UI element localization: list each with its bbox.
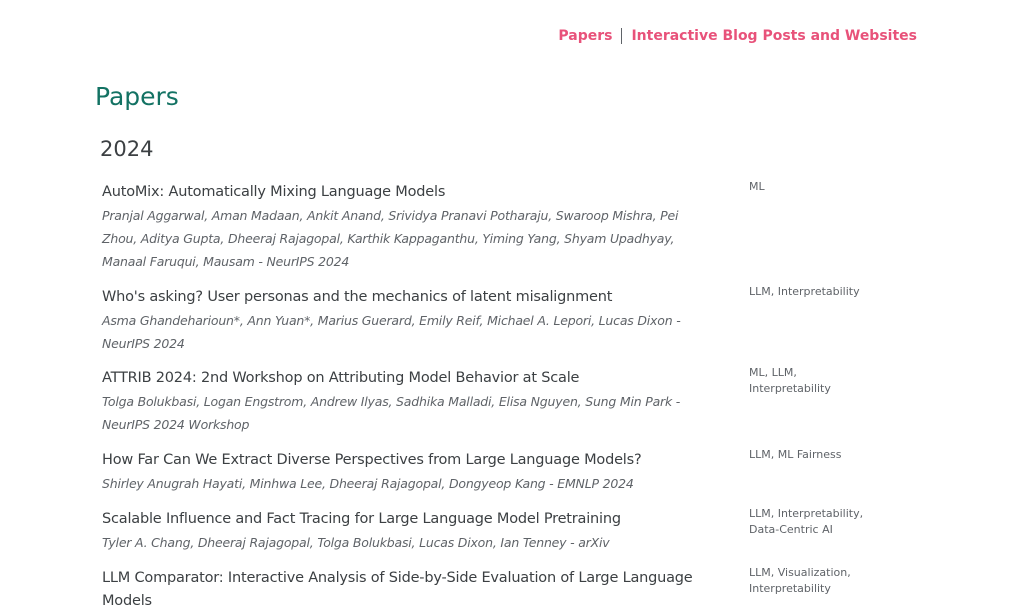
nav-link-blog-posts[interactable]: Interactive Blog Posts and Websites <box>631 28 917 44</box>
paper-tags: LLM, Interpretability <box>749 285 860 298</box>
top-nav <box>558 28 917 44</box>
paper-tags: ML, LLM, Interpretability <box>749 366 831 395</box>
nav-divider <box>621 28 622 44</box>
page-title: Papers <box>95 82 179 111</box>
paper-tags: LLM, ML Fairness <box>749 448 842 461</box>
paper-authors: Tolga Bolukbasi, Logan Engstrom, Andrew Ilyas, Sadhika Malladi, Elisa Nguyen, Sung Min Park - NeurIPS 2024 Workshop <box>102 394 681 432</box>
paper-title-link[interactable]: Who's asking? User personas and the mechanics of latent misalignment <box>102 289 613 305</box>
paper-tags: LLM, Visualization, Interpretability <box>749 566 851 595</box>
paper-authors: Asma Ghandeharioun*, Ann Yuan*, Marius Guerard, Emily Reif, Michael A. Lepori, Lucas Dixon - NeurIPS 2024 <box>102 313 681 351</box>
paper-title-link[interactable]: AutoMix: Automatically Mixing Language Models <box>102 184 446 200</box>
paper-title-link[interactable]: Scalable Influence and Fact Tracing for Large Language Model Pretraining <box>102 511 621 527</box>
paper-tags: LLM, Interpretability, Data-Centric AI <box>749 507 864 536</box>
paper-title-link[interactable]: ATTRIB 2024: 2nd Workshop on Attributing Model Behavior at Scale <box>102 370 580 386</box>
paper-title-link[interactable]: LLM Comparator: Interactive Analysis of Side-by-Side Evaluation of Large Language Models <box>102 570 693 609</box>
paper-authors: Pranjal Aggarwal, Aman Madaan, Ankit Anand, Srividya Pranavi Potharaju, Swaroop Mishra, Pei Zhou, Aditya Gupta, Dheeraj Rajagopal, Karthik Kappaganthu, Yiming Yang, Shyam Upadhyay, Manaal Faruqui, Mausam - NeurIPS 2024 <box>102 208 679 269</box>
year-heading: 2024 <box>100 137 154 161</box>
paper-authors: Shirley Anugrah Hayati, Minhwa Lee, Dheeraj Rajagopal, Dongyeop Kang - EMNLP 2024 <box>102 476 634 491</box>
paper-title-link[interactable]: How Far Can We Extract Diverse Perspectives from Large Language Models? <box>102 452 642 468</box>
paper-authors: Tyler A. Chang, Dheeraj Rajagopal, Tolga Bolukbasi, Lucas Dixon, Ian Tenney - arXiv <box>102 535 610 550</box>
nav-link-papers[interactable]: Papers <box>558 28 613 44</box>
paper-tags: ML <box>749 180 765 193</box>
